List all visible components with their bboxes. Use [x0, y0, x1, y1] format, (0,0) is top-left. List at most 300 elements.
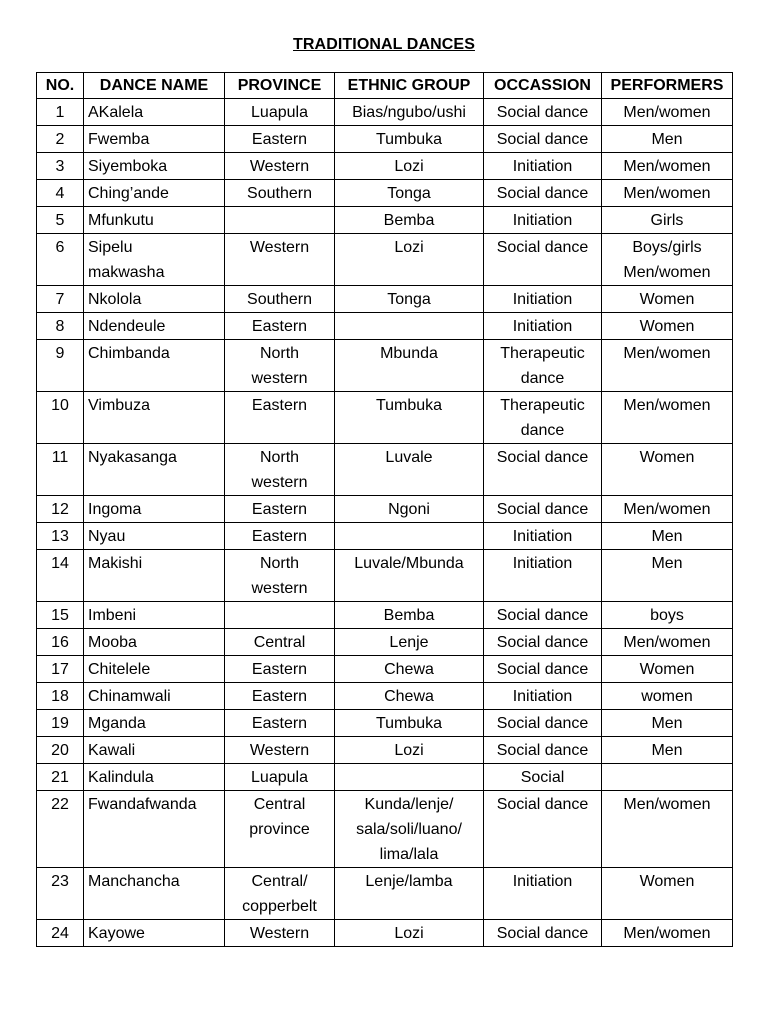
performers-cell: [602, 207, 733, 234]
column-header-no: NO.: [37, 73, 84, 99]
province-cell: [225, 710, 335, 737]
ethnic-group-cell-line: lima/lala: [379, 846, 439, 863]
row-number-cell: 8: [37, 313, 84, 340]
dance-name-cell-line: Sipelu: [88, 239, 133, 256]
province-cell-line: North: [259, 449, 300, 466]
table-row: [37, 868, 733, 920]
province-cell: [225, 340, 335, 392]
performers-cell-line: Men/women: [623, 345, 711, 362]
column-header-performers: PERFORMERS: [602, 73, 733, 99]
occasion-cell-line: Social dance: [496, 501, 589, 518]
dance-name-cell: [84, 99, 225, 126]
ethnic-group-cell-line: Lozi: [394, 925, 424, 942]
dance-name-cell-line: makwasha: [88, 264, 165, 281]
province-cell-line: Western: [249, 158, 310, 175]
occasion-cell: [484, 629, 602, 656]
ethnic-group-cell: [335, 207, 484, 234]
occasion-cell: [484, 313, 602, 340]
ethnic-group-cell-line: Lozi: [394, 742, 424, 759]
occasion-cell: [484, 920, 602, 947]
row-number-cell: 6: [37, 234, 84, 286]
dance-name-cell-line: Fwemba: [88, 131, 150, 148]
province-cell-line: Eastern: [251, 715, 308, 732]
table-row: [37, 602, 733, 629]
dance-name-cell-line: Kalindula: [88, 769, 154, 786]
ethnic-group-cell: [335, 683, 484, 710]
occasion-cell-line: Initiation: [512, 158, 573, 175]
performers-cell-line: Men/women: [623, 925, 711, 942]
column-header-ethnic-group: ETHNIC GROUP: [335, 73, 484, 99]
performers-cell-line: Women: [639, 449, 695, 466]
table-row: [37, 791, 733, 868]
row-number-cell: 21: [37, 764, 84, 791]
performers-cell: [602, 286, 733, 313]
row-number-cell: 19: [37, 710, 84, 737]
dance-name-cell: [84, 523, 225, 550]
province-cell: [225, 153, 335, 180]
performers-cell: [602, 153, 733, 180]
dance-name-cell-line: Ndendeule: [88, 318, 166, 335]
ethnic-group-cell: [335, 180, 484, 207]
performers-cell: [602, 710, 733, 737]
province-cell-line: province: [249, 821, 310, 838]
province-cell-line: western: [251, 370, 308, 387]
occasion-cell-line: Social dance: [496, 185, 589, 202]
dance-name-cell-line: Manchancha: [88, 873, 180, 890]
occasion-cell: [484, 764, 602, 791]
table-row: [37, 180, 733, 207]
dance-name-cell: [84, 791, 225, 868]
table-row: [37, 234, 733, 286]
performers-cell-line: Girls: [650, 212, 684, 229]
province-cell-line: copperbelt: [242, 898, 317, 915]
ethnic-group-cell-line: Lenje: [389, 634, 429, 651]
ethnic-group-cell: [335, 99, 484, 126]
ethnic-group-cell: [335, 791, 484, 868]
performers-cell-line: Men/women: [623, 501, 711, 518]
ethnic-group-cell: [335, 550, 484, 602]
province-cell-line: Eastern: [251, 688, 308, 705]
occasion-cell-line: Social dance: [496, 925, 589, 942]
dance-name-cell: [84, 920, 225, 947]
performers-cell-line: Men/women: [623, 158, 711, 175]
dance-name-cell-line: Mfunkutu: [88, 212, 154, 229]
dance-name-cell: [84, 868, 225, 920]
dance-name-cell: [84, 313, 225, 340]
column-header-dance-name: DANCE NAME: [84, 73, 225, 99]
province-cell: [225, 629, 335, 656]
row-number-cell: 15: [37, 602, 84, 629]
dance-name-cell: [84, 550, 225, 602]
dance-name-cell-line: Chinamwali: [88, 688, 171, 705]
performers-cell: [602, 99, 733, 126]
province-cell: [225, 180, 335, 207]
dance-name-cell-line: Nyau: [88, 528, 126, 545]
province-cell-line: Eastern: [251, 131, 308, 148]
column-header-province: PROVINCE: [225, 73, 335, 99]
performers-cell: [602, 234, 733, 286]
table-row: [37, 286, 733, 313]
row-number-cell: 5: [37, 207, 84, 234]
ethnic-group-cell-line: Luvale/Mbunda: [354, 555, 464, 572]
dance-name-cell-line: Siyemboka: [88, 158, 168, 175]
performers-cell-line: Men: [651, 131, 683, 148]
province-cell-line: Eastern: [251, 661, 308, 678]
occasion-cell: [484, 656, 602, 683]
province-cell: [225, 126, 335, 153]
dance-name-cell-line: Ching’ande: [88, 185, 169, 202]
row-number-cell: 7: [37, 286, 84, 313]
performers-cell-line: Men: [651, 555, 683, 572]
province-cell-line: Luapula: [251, 104, 308, 121]
table-row: [37, 153, 733, 180]
dance-name-cell-line: Chitelele: [88, 661, 151, 678]
dance-name-cell-line: Makishi: [88, 555, 143, 572]
performers-cell-line: Men/women: [623, 264, 711, 281]
occasion-cell: [484, 99, 602, 126]
occasion-cell-line: Initiation: [512, 291, 573, 308]
occasion-cell-line: Initiation: [512, 528, 573, 545]
ethnic-group-cell-line: Bemba: [383, 607, 435, 624]
dance-name-cell-line: Vimbuza: [88, 397, 150, 414]
row-number-cell: 4: [37, 180, 84, 207]
occasion-cell-line: dance: [520, 422, 565, 439]
performers-cell: [602, 523, 733, 550]
ethnic-group-cell: [335, 656, 484, 683]
row-number-cell: 17: [37, 656, 84, 683]
performers-cell-line: Boys/girls: [632, 239, 702, 256]
occasion-cell-line: Social dance: [496, 131, 589, 148]
occasion-cell: [484, 207, 602, 234]
performers-cell: [602, 683, 733, 710]
occasion-cell: [484, 126, 602, 153]
ethnic-group-cell-line: Tonga: [387, 291, 431, 308]
dance-name-cell: [84, 153, 225, 180]
dance-name-cell: [84, 444, 225, 496]
performers-cell-line: Men/women: [623, 104, 711, 121]
dance-name-cell-line: Kawali: [88, 742, 136, 759]
ethnic-group-cell: [335, 602, 484, 629]
dance-name-cell: [84, 180, 225, 207]
occasion-cell: [484, 683, 602, 710]
occasion-cell: [484, 153, 602, 180]
ethnic-group-cell: [335, 496, 484, 523]
occasion-cell: [484, 286, 602, 313]
province-cell: [225, 234, 335, 286]
dance-name-cell: [84, 126, 225, 153]
row-number-cell: 12: [37, 496, 84, 523]
occasion-cell-line: Social dance: [496, 796, 589, 813]
occasion-cell-line: Social dance: [496, 742, 589, 759]
occasion-cell-line: Social dance: [496, 104, 589, 121]
occasion-cell: [484, 550, 602, 602]
occasion-cell-line: Initiation: [512, 212, 573, 229]
ethnic-group-cell: [335, 868, 484, 920]
performers-cell: [602, 313, 733, 340]
ethnic-group-cell: [335, 629, 484, 656]
ethnic-group-cell-line: Tumbuka: [375, 131, 443, 148]
dance-name-cell: [84, 764, 225, 791]
province-cell: [225, 764, 335, 791]
ethnic-group-cell-line: Lozi: [394, 158, 424, 175]
dance-name-cell-line: Mganda: [88, 715, 146, 732]
province-cell-line: Eastern: [251, 501, 308, 518]
table-row: [37, 629, 733, 656]
province-cell-line: western: [251, 580, 308, 597]
table-row: [37, 737, 733, 764]
province-cell: [225, 920, 335, 947]
table-row: [37, 710, 733, 737]
province-cell: [225, 523, 335, 550]
performers-cell: [602, 180, 733, 207]
table-row: [37, 392, 733, 444]
performers-cell-line: Men/women: [623, 634, 711, 651]
occasion-cell-line: Initiation: [512, 555, 573, 572]
province-cell: [225, 444, 335, 496]
performers-cell-line: Women: [639, 318, 695, 335]
occasion-cell-line: Therapeutic: [500, 345, 585, 362]
header-row: [37, 73, 733, 99]
performers-cell: [602, 602, 733, 629]
table-row: [37, 656, 733, 683]
province-cell-line: Southern: [247, 291, 312, 308]
ethnic-group-cell: [335, 764, 484, 791]
row-number-cell: 1: [37, 99, 84, 126]
ethnic-group-cell-line: Mbunda: [380, 345, 438, 362]
dance-name-cell-line: Imbeni: [88, 607, 137, 624]
ethnic-group-cell-line: Chewa: [384, 661, 434, 678]
occasion-cell-line: Social: [520, 769, 565, 786]
table-row: [37, 523, 733, 550]
column-header-occasion: OCCASSION: [484, 73, 602, 99]
occasion-cell-line: Initiation: [512, 318, 573, 335]
occasion-cell-line: Social dance: [496, 607, 589, 624]
performers-cell: [602, 126, 733, 153]
table-row: [37, 683, 733, 710]
occasion-cell: [484, 737, 602, 764]
occasion-cell: [484, 496, 602, 523]
dance-name-cell: [84, 602, 225, 629]
ethnic-group-cell: [335, 340, 484, 392]
occasion-cell-line: Social dance: [496, 449, 589, 466]
ethnic-group-cell-line: Bias/ngubo/ushi: [352, 104, 466, 121]
occasion-cell: [484, 392, 602, 444]
province-cell-line: Western: [249, 925, 310, 942]
table-body: [37, 99, 733, 947]
occasion-cell: [484, 791, 602, 868]
province-cell-line: Central: [253, 796, 306, 813]
province-cell: [225, 99, 335, 126]
row-number-cell: 16: [37, 629, 84, 656]
table-row: [37, 444, 733, 496]
performers-cell-line: Men: [651, 528, 683, 545]
row-number-cell: 10: [37, 392, 84, 444]
ethnic-group-cell-line: Chewa: [384, 688, 434, 705]
province-cell-line: Central/: [251, 873, 308, 890]
ethnic-group-cell: [335, 523, 484, 550]
table-row: [37, 313, 733, 340]
performers-cell-line: Men: [651, 715, 683, 732]
performers-cell-line: Men/women: [623, 185, 711, 202]
ethnic-group-cell: [335, 710, 484, 737]
province-cell-line: North: [259, 555, 300, 572]
ethnic-group-cell-line: Tonga: [387, 185, 431, 202]
occasion-cell-line: Therapeutic: [500, 397, 585, 414]
dance-name-cell-line: Ingoma: [88, 501, 142, 518]
province-cell: [225, 868, 335, 920]
province-cell: [225, 602, 335, 629]
performers-cell: [602, 868, 733, 920]
province-cell-line: North: [259, 345, 300, 362]
ethnic-group-cell-line: Ngoni: [388, 501, 430, 518]
province-cell-line: western: [251, 474, 308, 491]
province-cell-line: Luapula: [251, 769, 308, 786]
table-row: [37, 340, 733, 392]
row-number-cell: 20: [37, 737, 84, 764]
province-cell: [225, 313, 335, 340]
ethnic-group-cell: [335, 444, 484, 496]
row-number-cell: 13: [37, 523, 84, 550]
occasion-cell-line: dance: [520, 370, 565, 387]
dance-name-cell: [84, 207, 225, 234]
performers-cell: [602, 791, 733, 868]
row-number-cell: 2: [37, 126, 84, 153]
occasion-cell: [484, 234, 602, 286]
table-row: [37, 496, 733, 523]
occasion-cell-line: Social dance: [496, 239, 589, 256]
performers-cell: [602, 764, 733, 791]
row-number-cell: 14: [37, 550, 84, 602]
performers-cell: [602, 656, 733, 683]
dance-name-cell: [84, 737, 225, 764]
performers-cell-line: Women: [639, 661, 695, 678]
ethnic-group-cell-line: Lenje/lamba: [365, 873, 453, 890]
ethnic-group-cell-line: Tumbuka: [375, 715, 443, 732]
dance-name-cell: [84, 710, 225, 737]
row-number-cell: 22: [37, 791, 84, 868]
performers-cell: [602, 392, 733, 444]
dance-name-cell-line: Fwandafwanda: [88, 796, 197, 813]
table-row: [37, 126, 733, 153]
table-row: [37, 920, 733, 947]
occasion-cell-line: Social dance: [496, 634, 589, 651]
performers-cell-line: Men/women: [623, 397, 711, 414]
performers-cell: [602, 737, 733, 764]
dance-name-cell: [84, 392, 225, 444]
province-cell: [225, 286, 335, 313]
performers-cell: [602, 629, 733, 656]
performers-cell: [602, 340, 733, 392]
ethnic-group-cell: [335, 737, 484, 764]
table-row: [37, 550, 733, 602]
province-cell-line: Eastern: [251, 528, 308, 545]
dance-name-cell: [84, 629, 225, 656]
row-number-cell: 3: [37, 153, 84, 180]
performers-cell-line: boys: [650, 607, 684, 624]
row-number-cell: 9: [37, 340, 84, 392]
occasion-cell: [484, 710, 602, 737]
dance-name-cell-line: Nkolola: [88, 291, 142, 308]
dance-name-cell-line: Kayowe: [88, 925, 145, 942]
ethnic-group-cell-line: Kunda/lenje/: [364, 796, 454, 813]
ethnic-group-cell: [335, 286, 484, 313]
ethnic-group-cell: [335, 126, 484, 153]
province-cell: [225, 550, 335, 602]
dances-table: [36, 72, 733, 947]
performers-cell-line: Men/women: [623, 796, 711, 813]
occasion-cell-line: Social dance: [496, 715, 589, 732]
row-number-cell: 23: [37, 868, 84, 920]
occasion-cell: [484, 340, 602, 392]
ethnic-group-cell: [335, 392, 484, 444]
province-cell: [225, 207, 335, 234]
province-cell: [225, 791, 335, 868]
ethnic-group-cell-line: Bemba: [383, 212, 435, 229]
table-header: [37, 73, 733, 99]
province-cell: [225, 496, 335, 523]
dance-name-cell-line: Mooba: [88, 634, 137, 651]
occasion-cell: [484, 523, 602, 550]
occasion-cell: [484, 868, 602, 920]
ethnic-group-cell: [335, 313, 484, 340]
province-cell: [225, 737, 335, 764]
ethnic-group-cell: [335, 234, 484, 286]
performers-cell-line: Men: [651, 742, 683, 759]
province-cell: [225, 656, 335, 683]
occasion-cell: [484, 602, 602, 629]
performers-cell: [602, 444, 733, 496]
province-cell-line: Eastern: [251, 318, 308, 335]
row-number-cell: 18: [37, 683, 84, 710]
dance-name-cell-line: Chimbanda: [88, 345, 170, 362]
performers-cell: [602, 550, 733, 602]
dance-name-cell: [84, 286, 225, 313]
ethnic-group-cell-line: sala/soli/luano/: [356, 821, 462, 838]
ethnic-group-cell: [335, 920, 484, 947]
page-title: TRADITIONAL DANCES: [293, 36, 475, 53]
row-number-cell: 11: [37, 444, 84, 496]
performers-cell-line: Women: [639, 873, 695, 890]
dance-name-cell: [84, 656, 225, 683]
row-number-cell: 24: [37, 920, 84, 947]
ethnic-group-cell-line: Lozi: [394, 239, 424, 256]
performers-cell: [602, 496, 733, 523]
performers-cell: [602, 920, 733, 947]
dance-name-cell: [84, 234, 225, 286]
table-row: [37, 207, 733, 234]
occasion-cell: [484, 444, 602, 496]
province-cell: [225, 392, 335, 444]
dance-name-cell: [84, 340, 225, 392]
occasion-cell-line: Social dance: [496, 661, 589, 678]
province-cell-line: Eastern: [251, 397, 308, 414]
province-cell-line: Central: [253, 634, 306, 651]
table-row: [37, 764, 733, 791]
dance-name-cell: [84, 683, 225, 710]
ethnic-group-cell-line: Tumbuka: [375, 397, 443, 414]
table-row: [37, 99, 733, 126]
occasion-cell-line: Initiation: [512, 873, 573, 890]
dance-name-cell-line: AKalela: [88, 104, 144, 121]
province-cell-line: Western: [249, 742, 310, 759]
performers-cell-line: Women: [639, 291, 695, 308]
province-cell: [225, 683, 335, 710]
ethnic-group-cell-line: Luvale: [385, 449, 433, 466]
performers-cell-line: women: [641, 688, 693, 705]
occasion-cell: [484, 180, 602, 207]
province-cell-line: Western: [249, 239, 310, 256]
dance-name-cell-line: Nyakasanga: [88, 449, 177, 466]
